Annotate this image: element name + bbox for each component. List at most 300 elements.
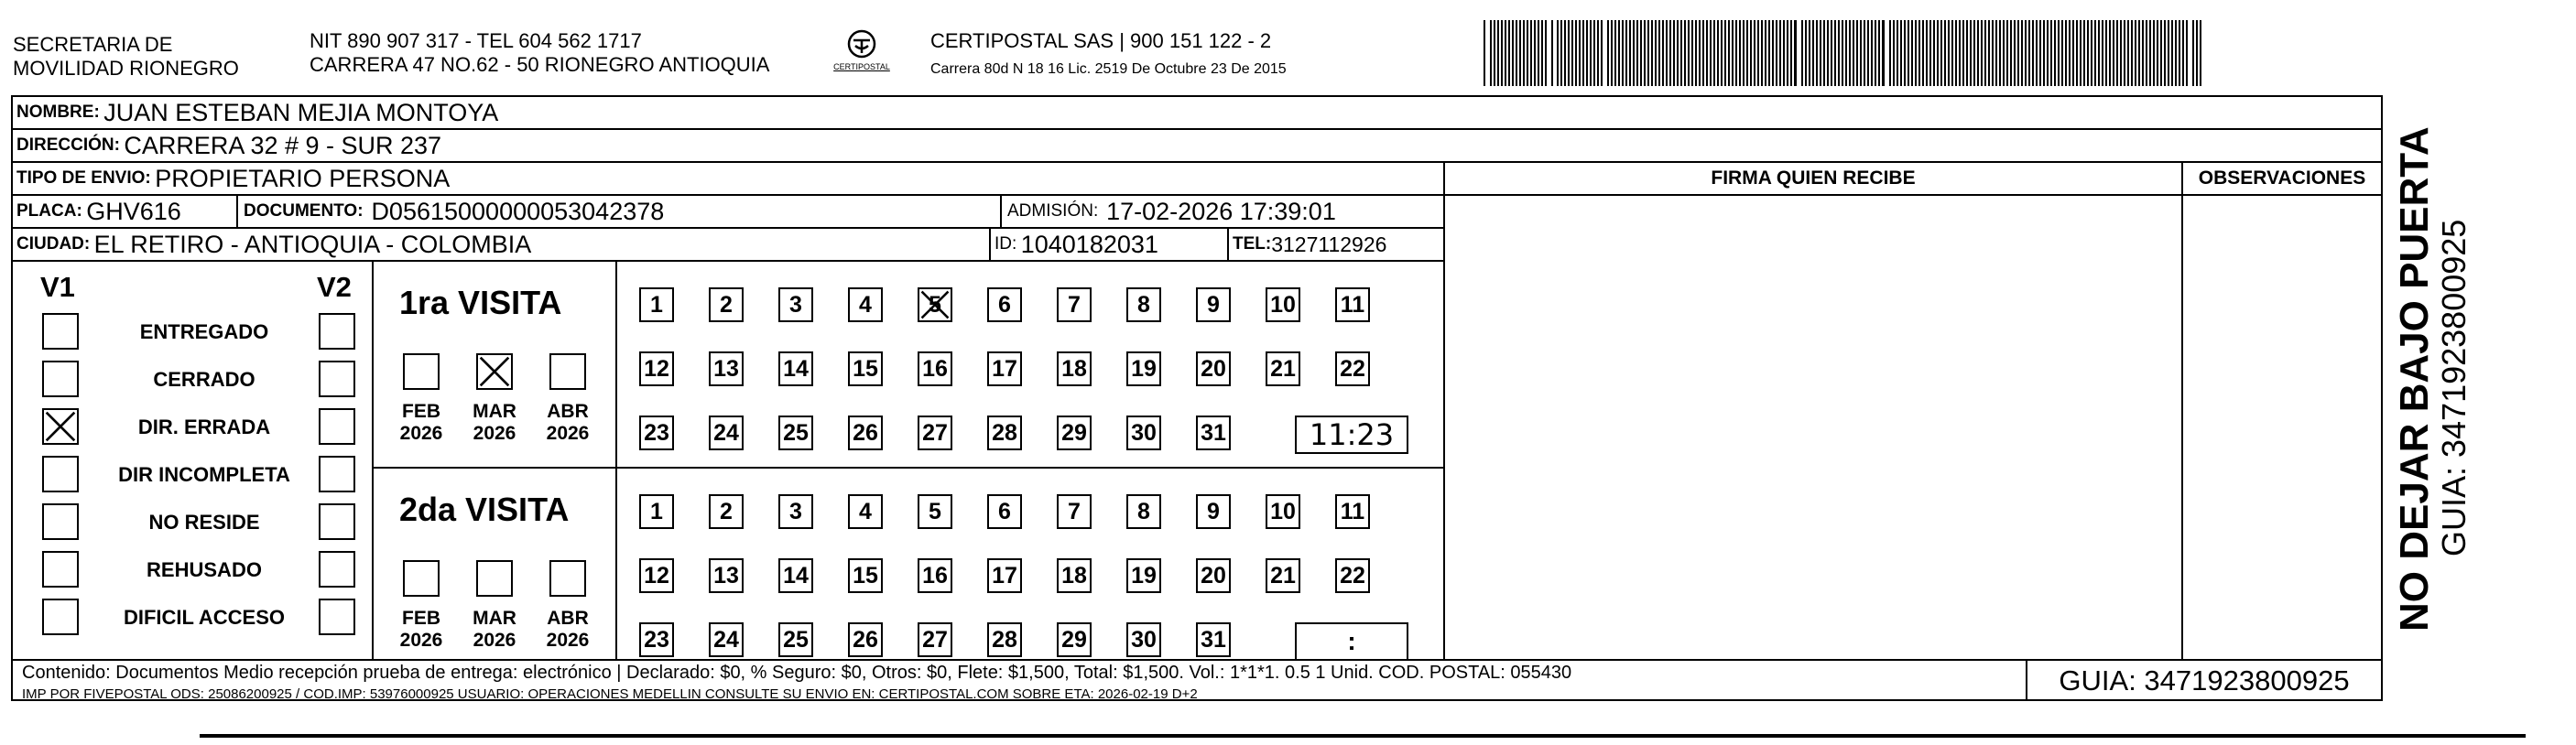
day-box[interactable]: 8: [1126, 494, 1161, 529]
month-checkbox[interactable]: [403, 353, 440, 390]
direccion-label: DIRECCIÓN:: [16, 135, 120, 155]
sender-name: [13, 33, 239, 81]
barcode-bar: [1933, 20, 1935, 86]
barcode-bar: [1864, 20, 1865, 86]
barcode-bar: [1926, 20, 1928, 86]
barcode-bar: [2175, 20, 2177, 86]
barcode-bar: [1710, 20, 1712, 86]
status-label: CERRADO: [153, 368, 255, 391]
barcode-bar: [2094, 20, 2096, 86]
barcode-bar: [1519, 20, 1521, 86]
v1-checkbox[interactable]: [42, 456, 79, 492]
barcode-bar: [1625, 20, 1627, 86]
admision-label: ADMISIÓN:: [1007, 201, 1099, 221]
day-box[interactable]: 31: [1196, 622, 1231, 657]
sender-contact: [310, 29, 769, 77]
v2-checkbox[interactable]: [319, 503, 355, 540]
day-box[interactable]: 21: [1266, 558, 1300, 593]
barcode-bar: [1611, 20, 1613, 86]
v1-checkbox[interactable]: [42, 503, 79, 540]
barcode-bar: [1984, 20, 1986, 86]
month-name: ABR: [547, 401, 589, 422]
day-box[interactable]: 16: [918, 351, 952, 386]
day-box[interactable]: 17: [987, 558, 1022, 593]
barcode-bar: [2192, 20, 2194, 86]
day-box[interactable]: 7: [1057, 494, 1092, 529]
sender-name-line2: MOVILIDAD RIONEGRO: [13, 57, 239, 80]
day-box[interactable]: 22: [1335, 351, 1370, 386]
barcode-bar: [1875, 20, 1876, 86]
day-box[interactable]: 30: [1126, 416, 1161, 450]
barcode-bar: [2164, 20, 2166, 86]
month-checkbox[interactable]: [476, 353, 513, 390]
barcode-bar: [1897, 20, 1898, 86]
visit-title: 2da VISITA: [399, 491, 570, 528]
barcode-bar: [1673, 20, 1675, 86]
barcode-bar: [1651, 20, 1653, 86]
day-box[interactable]: 12: [639, 351, 674, 386]
barcode-bar: [2138, 20, 2140, 86]
barcode-bar: [2196, 20, 2198, 86]
admision-value: 17-02-2026 17:39:01: [1106, 197, 1336, 225]
day-box[interactable]: 20: [1196, 558, 1231, 593]
observaciones-header: [2183, 163, 2381, 194]
barcode-bar: [1999, 20, 2001, 86]
day-box[interactable]: 25: [778, 416, 813, 450]
barcode-bar: [1973, 20, 1975, 86]
side-guia: GUIA: 3471923800925: [2435, 219, 2473, 556]
barcode-bar: [1959, 20, 1961, 86]
barcode-bar: [1878, 20, 1880, 86]
barcode-bar: [1732, 20, 1734, 86]
day-box[interactable]: 23: [639, 622, 674, 657]
barcode-bar: [1505, 20, 1506, 86]
barcode-bar: [1568, 20, 1570, 86]
barcode-bar: [1735, 20, 1737, 86]
time-box[interactable]: :: [1295, 622, 1408, 661]
barcode-bar: [1644, 20, 1646, 86]
barcode-bar: [2039, 20, 2041, 86]
barcode-bar: [1640, 20, 1642, 86]
documento-cell: [244, 196, 995, 227]
barcode-bar: [1820, 20, 1821, 86]
day-box[interactable]: 9: [1196, 494, 1231, 529]
barcode-bar: [1669, 20, 1671, 86]
day-box[interactable]: 29: [1057, 622, 1092, 657]
barcode-bar: [2171, 20, 2173, 86]
divider: [615, 260, 617, 659]
month-name: MAR: [473, 608, 516, 629]
barcode-bar: [1677, 20, 1679, 86]
day-box[interactable]: 24: [709, 622, 744, 657]
barcode-bar: [1823, 20, 1825, 86]
barcode-bar: [1831, 20, 1832, 86]
day-box[interactable]: 11: [1335, 494, 1370, 529]
barcode-bar: [2116, 20, 2118, 86]
barcode-bar: [2006, 20, 2008, 86]
barcode-bar: [2135, 20, 2136, 86]
barcode-bar: [1776, 20, 1777, 86]
barcode-bar: [2072, 20, 2074, 86]
day-box[interactable]: 12: [639, 558, 674, 593]
barcode-bar: [2010, 20, 2012, 86]
tel-value: 3127112926: [1271, 232, 1387, 256]
signature-area[interactable]: [1445, 194, 2381, 659]
barcode-bar: [1801, 20, 1803, 86]
barcode-bar: [1557, 20, 1559, 86]
barcode-bar: [2179, 20, 2180, 86]
barcode-bar: [1962, 20, 1964, 86]
day-box[interactable]: 19: [1126, 558, 1161, 593]
barcode-bar: [2102, 20, 2103, 86]
barcode-bar: [1992, 20, 1994, 86]
month-checkbox[interactable]: [549, 560, 586, 597]
barcode-bar: [1541, 20, 1543, 86]
day-box[interactable]: 27: [918, 416, 952, 450]
barcode-bar: [1904, 20, 1906, 86]
v1-label: V1: [40, 271, 75, 303]
day-box[interactable]: 28: [987, 416, 1022, 450]
day-box[interactable]: 13: [709, 351, 744, 386]
sender-contact-line1: NIT 890 907 317 - TEL 604 562 1717: [310, 29, 642, 52]
barcode-bar: [2065, 20, 2067, 86]
barcode-bar: [1490, 20, 1492, 86]
barcode-bar: [1772, 20, 1774, 86]
barcode-bar: [1966, 20, 1968, 86]
v1-checkbox[interactable]: [42, 408, 79, 445]
barcode-bar: [2014, 20, 2016, 86]
barcode-bar: [1790, 20, 1792, 86]
ciudad-label: CIUDAD:: [16, 234, 91, 254]
barcode-bar: [1838, 20, 1840, 86]
barcode-bar: [1607, 20, 1609, 86]
barcode-bar: [1680, 20, 1682, 86]
day-box[interactable]: 3: [778, 287, 813, 322]
barcode-bar: [1516, 20, 1517, 86]
barcode-bar: [1647, 20, 1649, 86]
day-box[interactable]: 20: [1196, 351, 1231, 386]
barcode-bar: [1586, 20, 1588, 86]
barcode-bar: [1834, 20, 1836, 86]
v1-checkbox[interactable]: [42, 551, 79, 588]
day-box[interactable]: 2: [709, 494, 744, 529]
barcode: [1484, 20, 2207, 86]
barcode-bar: [1706, 20, 1708, 86]
barcode-bar: [1750, 20, 1752, 86]
barcode-bar: [1597, 20, 1599, 86]
placa-cell: [16, 196, 236, 227]
barcode-bar: [1601, 20, 1603, 86]
barcode-bar: [1867, 20, 1869, 86]
barcode-bar: [1497, 20, 1499, 86]
day-box[interactable]: 6: [987, 494, 1022, 529]
day-box[interactable]: 21: [1266, 351, 1300, 386]
barcode-bar: [1739, 20, 1741, 86]
barcode-bar: [1538, 20, 1539, 86]
day-box[interactable]: 6: [987, 287, 1022, 322]
barcode-bar: [1754, 20, 1755, 86]
day-box[interactable]: 26: [848, 622, 883, 657]
firma-label: FIRMA QUIEN RECIBE: [1711, 167, 1916, 189]
barcode-bar: [2157, 20, 2158, 86]
barcode-bar: [2098, 20, 2100, 86]
v1-checkbox[interactable]: [42, 361, 79, 397]
day-box[interactable]: 15: [848, 351, 883, 386]
v2-checkbox[interactable]: [319, 408, 355, 445]
v2-checkbox[interactable]: [319, 361, 355, 397]
month-checkbox[interactable]: [403, 560, 440, 597]
divider: [11, 260, 1445, 262]
barcode-bar: [2021, 20, 2023, 86]
day-box[interactable]: 16: [918, 558, 952, 593]
day-box[interactable]: 9: [1196, 287, 1231, 322]
barcode-bar: [2003, 20, 2005, 86]
day-box[interactable]: 15: [848, 558, 883, 593]
barcode-bar: [1501, 20, 1503, 86]
barcode-bar: [1590, 20, 1592, 86]
barcode-bar: [1633, 20, 1635, 86]
x-mark-icon: [919, 289, 951, 320]
nombre-value: JUAN ESTEBAN MEJIA MONTOYA: [103, 98, 499, 126]
id-cell: [995, 229, 1223, 260]
barcode-bar: [1717, 20, 1719, 86]
documento-value: D05615000000053042378: [371, 197, 665, 225]
status-label: REHUSADO: [147, 558, 262, 581]
divider: [372, 260, 374, 659]
barcode-bar: [1593, 20, 1595, 86]
status-label: ENTREGADO: [139, 320, 269, 343]
barcode-bar: [2124, 20, 2125, 86]
day-box[interactable]: 11: [1335, 287, 1370, 322]
barcode-bar: [2028, 20, 2030, 86]
barcode-bar: [1860, 20, 1862, 86]
day-box[interactable]: 2: [709, 287, 744, 322]
divider: [236, 194, 238, 227]
barcode-bar: [1484, 20, 1485, 86]
day-box[interactable]: 8: [1126, 287, 1161, 322]
placa-value: GHV616: [86, 197, 181, 225]
day-box[interactable]: 5: [918, 287, 952, 322]
barcode-bar: [2047, 20, 2049, 86]
barcode-bar: [1564, 20, 1566, 86]
barcode-bar: [1724, 20, 1726, 86]
tipo-envio-label: TIPO DE ENVIO:: [16, 168, 151, 188]
v1-checkbox[interactable]: [42, 313, 79, 350]
barcode-bar: [2120, 20, 2122, 86]
barcode-bar: [1527, 20, 1528, 86]
status-label: DIR. ERRADA: [137, 416, 271, 438]
barcode-bar: [2127, 20, 2129, 86]
month-year: 2026: [473, 423, 516, 444]
barcode-bar: [1684, 20, 1686, 86]
x-mark-icon: [44, 410, 77, 443]
day-box[interactable]: 26: [848, 416, 883, 450]
certipostal-logo: [831, 27, 892, 79]
footer-guia: GUIA: 3471923800925: [2059, 664, 2350, 696]
barcode-bar: [1688, 20, 1690, 86]
barcode-bar: [1494, 20, 1495, 86]
month-name: ABR: [547, 608, 589, 629]
month-name: FEB: [402, 401, 440, 422]
documento-label: DOCUMENTO:: [244, 201, 364, 221]
month-checkbox[interactable]: [549, 353, 586, 390]
v1-checkbox[interactable]: [42, 599, 79, 635]
barcode-bar: [2142, 20, 2144, 86]
barcode-bar: [2153, 20, 2155, 86]
barcode-bar: [1534, 20, 1536, 86]
barcode-bar: [1629, 20, 1631, 86]
barcode-bar: [1970, 20, 1972, 86]
barcode-bar: [2105, 20, 2107, 86]
barcode-bar: [1691, 20, 1693, 86]
placa-label: PLACA:: [16, 201, 82, 221]
divider: [372, 467, 1445, 469]
v2-label: V2: [317, 271, 352, 303]
barcode-bar: [1893, 20, 1895, 86]
barcode-bar: [1530, 20, 1532, 86]
day-box[interactable]: 3: [778, 494, 813, 529]
sender-contact-line2: CARRERA 47 NO.62 - 50 RIONEGRO ANTIOQUIA: [310, 53, 770, 76]
divider: [1000, 194, 1002, 227]
firma-header: [1445, 163, 2181, 194]
logo-text: CERTIPOSTAL: [833, 62, 890, 71]
day-box[interactable]: 31: [1196, 416, 1231, 450]
courier-address: Carrera 80d N 18 16 Lic. 2519 De Octubre 23 De 2015: [930, 61, 1287, 77]
day-box[interactable]: 19: [1126, 351, 1161, 386]
day-box[interactable]: 29: [1057, 416, 1092, 450]
barcode-bar: [1695, 20, 1697, 86]
v2-checkbox[interactable]: [319, 599, 355, 635]
day-box[interactable]: 25: [778, 622, 813, 657]
barcode-bar: [1944, 20, 1946, 86]
barcode-bar: [1937, 20, 1939, 86]
day-box[interactable]: 22: [1335, 558, 1370, 593]
day-box[interactable]: 7: [1057, 287, 1092, 322]
footer-contenido: Contenido: Documentos Medio recepción prueba de entrega: electrónico | Declarado: $0, % Seguro: $0, Otros: $0, Flete: $1,500, Total: $1,500. Vol.: 1*1*1. 0.5 1 Unid. COD. POSTAL: 055430: [22, 663, 1572, 683]
barcode-bar: [1918, 20, 1920, 86]
day-box[interactable]: 27: [918, 622, 952, 657]
v2-checkbox[interactable]: [319, 456, 355, 492]
side-no-dejar: NO DEJAR BAJO PUERTA: [2392, 126, 2437, 632]
day-box[interactable]: 10: [1266, 287, 1300, 322]
divider: [989, 227, 991, 260]
month-checkbox[interactable]: [476, 560, 513, 597]
barcode-bar: [1915, 20, 1917, 86]
barcode-bar: [1911, 20, 1913, 86]
nombre-row: [16, 97, 2379, 128]
divider: [1227, 227, 1229, 260]
direccion-value: CARRERA 32 # 9 - SUR 237: [124, 131, 442, 159]
day-box[interactable]: 24: [709, 416, 744, 450]
divider: [2381, 128, 2383, 659]
day-box[interactable]: 1: [639, 287, 674, 322]
barcode-bar: [1721, 20, 1723, 86]
sender-name-line1: SECRETARIA DE: [13, 33, 173, 56]
barcode-bar: [1988, 20, 1990, 86]
day-box[interactable]: 30: [1126, 622, 1161, 657]
barcode-bar: [1571, 20, 1573, 86]
barcode-bar: [2050, 20, 2052, 86]
barcode-bar: [1699, 20, 1701, 86]
barcode-bar: [1995, 20, 1997, 86]
day-box[interactable]: 1: [639, 494, 674, 529]
x-mark-icon: [478, 355, 511, 388]
barcode-bar: [2069, 20, 2071, 86]
day-box[interactable]: 18: [1057, 558, 1092, 593]
barcode-bar: [1743, 20, 1745, 86]
month-year: 2026: [399, 630, 443, 651]
month-year: 2026: [399, 423, 443, 444]
day-box[interactable]: 28: [987, 622, 1022, 657]
barcode-bar: [1779, 20, 1781, 86]
barcode-bar: [1948, 20, 1950, 86]
barcode-bar: [2032, 20, 2034, 86]
barcode-bar: [1618, 20, 1620, 86]
barcode-bar: [1940, 20, 1942, 86]
barcode-bar: [2080, 20, 2081, 86]
barcode-bar: [1658, 20, 1660, 86]
barcode-bar: [2131, 20, 2133, 86]
barcode-bar: [1636, 20, 1638, 86]
status-label: NO RESIDE: [148, 511, 260, 534]
barcode-bar: [1849, 20, 1851, 86]
day-box[interactable]: 4: [848, 287, 883, 322]
tel-cell: [1233, 229, 1443, 260]
barcode-bar: [1713, 20, 1715, 86]
barcode-bar: [1523, 20, 1525, 86]
barcode-bar: [1845, 20, 1847, 86]
day-box[interactable]: 4: [848, 494, 883, 529]
barcode-bar: [1929, 20, 1931, 86]
barcode-bar: [2058, 20, 2060, 86]
tipo-envio-value: PROPIETARIO PERSONA: [155, 164, 451, 192]
day-box[interactable]: 14: [778, 351, 813, 386]
status-label: DIFICIL ACCESO: [123, 606, 285, 629]
barcode-bar: [1812, 20, 1814, 86]
day-box[interactable]: 5: [918, 494, 952, 529]
ciudad-cell: [16, 229, 987, 260]
barcode-bar: [1908, 20, 1909, 86]
day-box[interactable]: 23: [639, 416, 674, 450]
day-box[interactable]: 17: [987, 351, 1022, 386]
ciudad-value: EL RETIRO - ANTIOQUIA - COLOMBIA: [93, 230, 532, 258]
day-box[interactable]: 18: [1057, 351, 1092, 386]
day-box[interactable]: 10: [1266, 494, 1300, 529]
barcode-bar: [2113, 20, 2114, 86]
v2-checkbox[interactable]: [319, 551, 355, 588]
barcode-bar: [2182, 20, 2184, 86]
barcode-bar: [2200, 20, 2201, 86]
time-box[interactable]: 11:23: [1295, 416, 1408, 454]
barcode-bar: [1853, 20, 1854, 86]
month-name: FEB: [402, 608, 440, 629]
barcode-bar: [2160, 20, 2162, 86]
id-value: 1040182031: [1020, 230, 1158, 258]
barcode-bar: [2168, 20, 2169, 86]
month-year: 2026: [546, 423, 590, 444]
day-box[interactable]: 13: [709, 558, 744, 593]
nombre-label: NOMBRE:: [16, 103, 100, 122]
barcode-bar: [2186, 20, 2188, 86]
month-year: 2026: [546, 630, 590, 651]
v2-checkbox[interactable]: [319, 313, 355, 350]
barcode-bar: [2087, 20, 2089, 86]
barcode-bar: [1871, 20, 1873, 86]
day-box[interactable]: 14: [778, 558, 813, 593]
barcode-bar: [2091, 20, 2092, 86]
barcode-bar: [1575, 20, 1577, 86]
barcode-bar: [1842, 20, 1843, 86]
